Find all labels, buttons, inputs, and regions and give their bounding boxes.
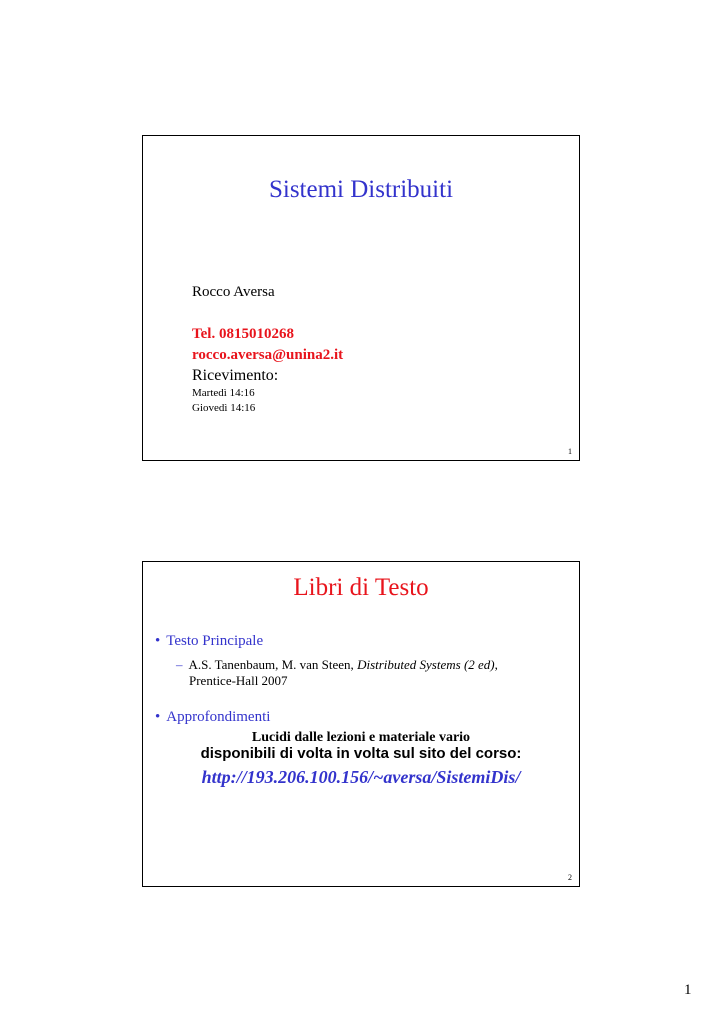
slide-number: 2: [568, 873, 572, 882]
slide-2: [142, 561, 580, 887]
book-comma: ,: [494, 657, 498, 672]
slide-number: 1: [568, 447, 572, 456]
telephone: Tel. 0815010268: [192, 326, 294, 342]
contact-block: [192, 324, 343, 416]
book-reference: [176, 657, 498, 689]
email: rocco.aversa@unina2.it: [192, 347, 344, 363]
bullet-label: Approfondimenti: [166, 709, 271, 725]
course-url-link[interactable]: http://193.206.100.156/~aversa/SistemiDis/: [201, 767, 521, 787]
slide-2-title: Libri di Testo: [293, 574, 429, 601]
author-name: Rocco Aversa: [192, 284, 275, 300]
book-publisher: Prentice-Hall 2007: [189, 673, 288, 688]
bullet-label: Testo Principale: [166, 633, 264, 649]
bullet-dot-icon: •: [155, 633, 161, 649]
slide-1-title: Sistemi Distribuiti: [268, 176, 454, 203]
book-authors: A.S. Tanenbaum, M. van Steen,: [188, 657, 358, 672]
sub-bullet-dash-icon: –: [176, 657, 183, 672]
slide-1: [142, 135, 580, 461]
bullet-approfondimenti: [155, 709, 270, 726]
ricevimento-label: Ricevimento:: [192, 367, 279, 384]
bullet-dot-icon: •: [155, 709, 161, 725]
book-title: Distributed Systems (2 ed): [357, 657, 495, 672]
office-hours-day: Giovedì 14:16: [192, 402, 256, 414]
page-number: 1: [684, 982, 692, 998]
office-hours-day: Martedì 14:16: [192, 387, 255, 399]
bullet-testo-principale: [155, 633, 263, 650]
availability-line: disponibili di volta in volta sul sito del corso:: [200, 745, 522, 762]
materials-line: Lucidi dalle lezioni e materiale vario: [251, 730, 471, 745]
